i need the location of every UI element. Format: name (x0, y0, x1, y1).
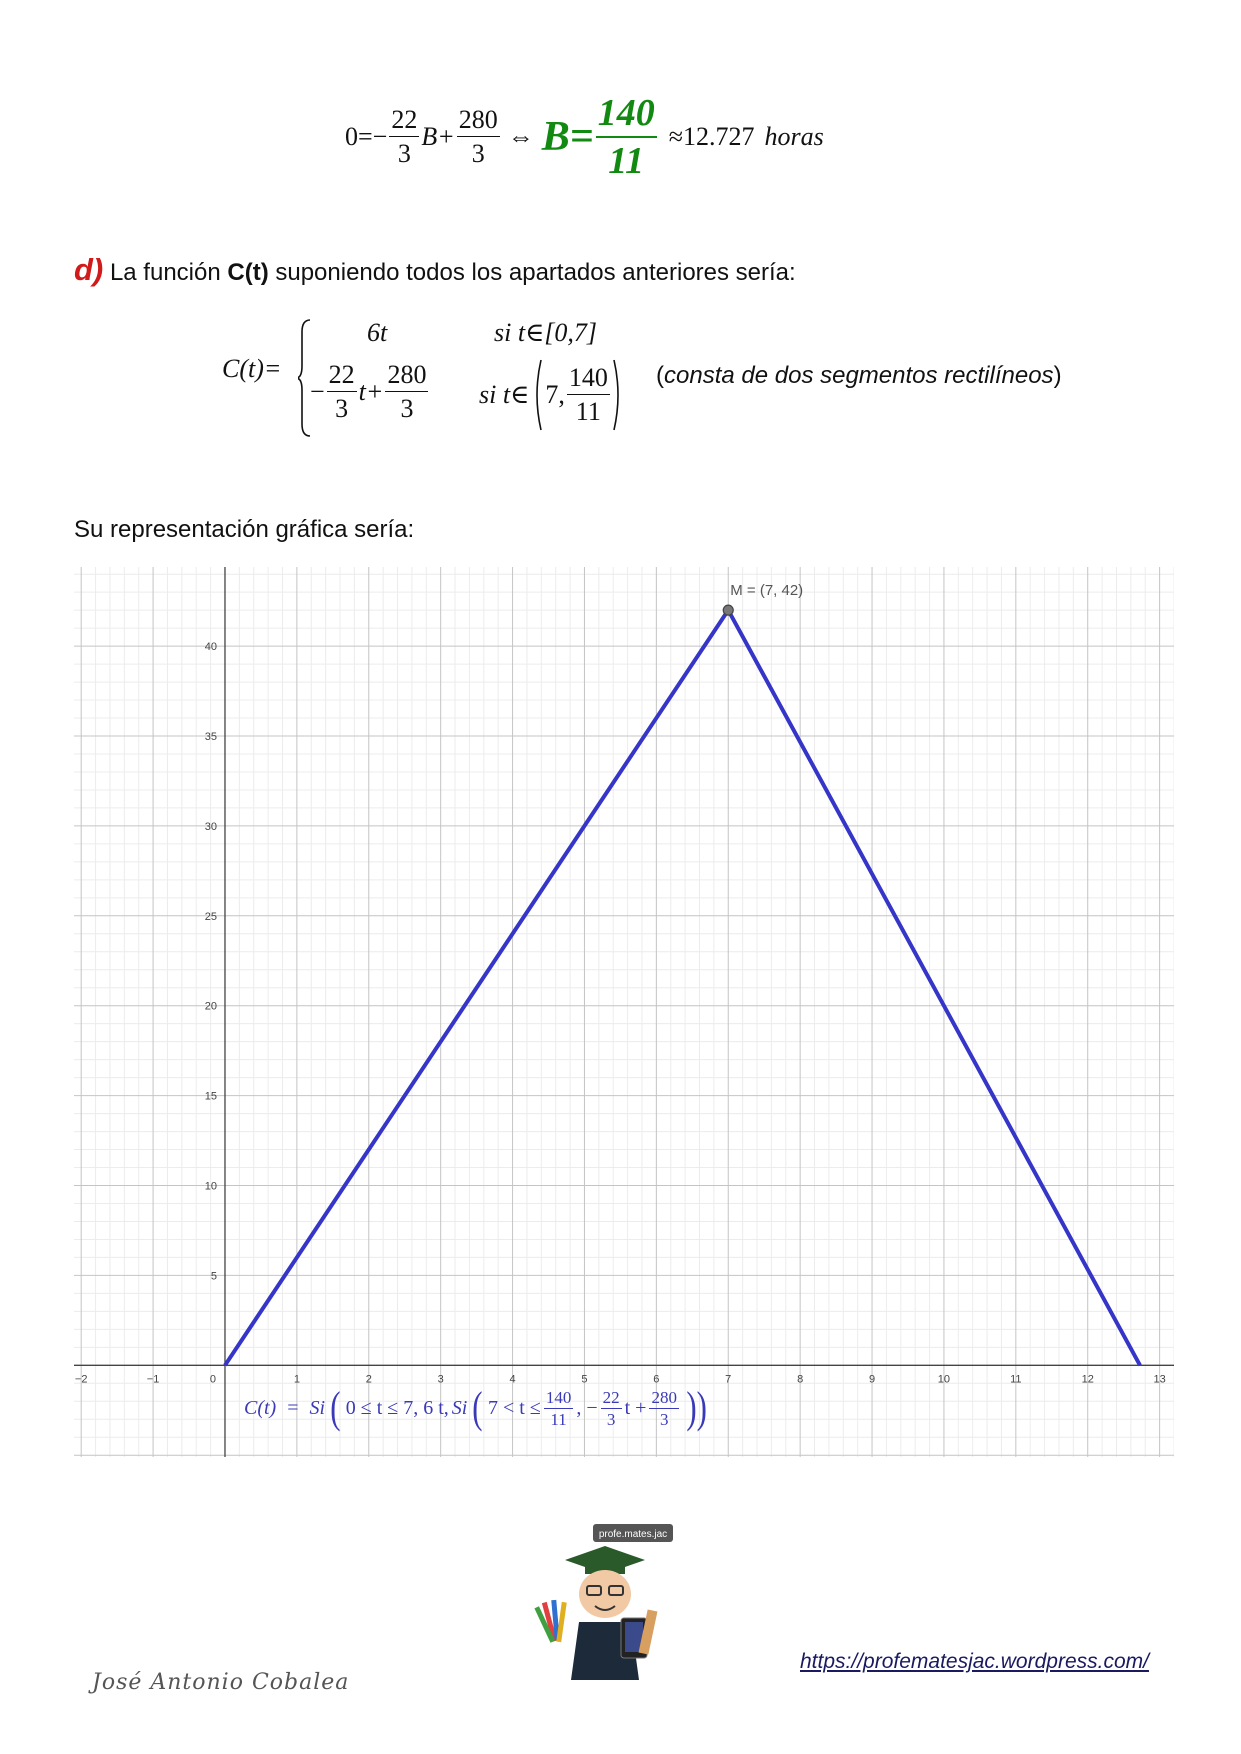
eq-result-fraction: $\frac{140}{11}$ (597, 92, 655, 182)
eq-var-b: B+ (421, 122, 455, 151)
eq-fraction-280-3: $\frac{280}{3}$ (458, 105, 498, 168)
x-tick-label: 3 (437, 1373, 444, 1386)
top-equation (345, 94, 824, 180)
x-tick-label: 5 (581, 1373, 588, 1386)
section-d-text-after: suponiendo todos los apartados anteriores sería: (275, 259, 796, 286)
blog-link[interactable]: https://profematesjac.wordpress.com/ (800, 1650, 1149, 1673)
graph-formula: C(t) = Si ( 0 ≤ t ≤ 7, 6 t, Si ( 7 < t ≤ $\frac{140}{11}$ , − $\frac{22}{3}$ t + $\frac{280}{3}$ )) (244, 1383, 707, 1432)
x-tick-label: 11 (1010, 1373, 1022, 1386)
piecewise-row2-cond: si t∈ 7, $\frac{140}{11}$ (479, 358, 624, 432)
section-d-text-before: La función (109, 259, 221, 286)
piecewise-fraction-280-3: $\frac{280}{3}$ (387, 360, 427, 423)
point-m (723, 605, 733, 615)
logo-tag-text: profe.mates.jac (598, 1529, 668, 1540)
y-tick-label: 30 (204, 820, 217, 833)
eq-iff: ⇔ (507, 122, 534, 151)
y-tick-label: 15 (204, 1090, 217, 1103)
x-tick-label: 12 (1081, 1373, 1094, 1386)
x-tick-label: 1 (293, 1373, 300, 1386)
section-d-label: d) (74, 252, 104, 287)
representation-label: Su representación gráfica sería: (74, 516, 415, 543)
eq-unit: horas (764, 122, 824, 151)
y-tick-label: 10 (204, 1180, 217, 1193)
author-signature: José Antonio Cobalea (92, 1670, 350, 1695)
eq-lhs: 0=− (345, 122, 388, 151)
y-tick-label: 35 (204, 731, 217, 744)
piecewise-fraction-140-11: $\frac{140}{11}$ (568, 363, 608, 426)
piecewise-fraction-22-3: $\frac{22}{3}$ (328, 360, 355, 423)
piecewise-note: (consta de dos segmentos rectilíneos) (656, 362, 1062, 389)
piecewise-lhs: C(t)= (222, 354, 282, 383)
x-tick-label: 7 (725, 1373, 732, 1386)
eq-approx: ≈12.727 (668, 122, 755, 151)
y-tick-label: 25 (204, 910, 217, 923)
section-d-heading (74, 252, 796, 288)
x-tick-label: 9 (868, 1373, 876, 1386)
y-tick-label: 40 (204, 641, 217, 654)
section-d-function-name: C(t) (227, 259, 269, 286)
x-tick-label: 6 (653, 1373, 660, 1386)
y-tick-label: 20 (204, 1000, 217, 1013)
profe-mates-avatar-logo (525, 1522, 675, 1682)
y-tick-label: 5 (210, 1270, 217, 1283)
eq-result-label: B= (541, 114, 594, 160)
piecewise-row1-cond: si t∈[0,7] (494, 318, 598, 347)
pencils-icon (534, 1600, 566, 1643)
x-tick-label: −2 (74, 1373, 88, 1386)
eq-fraction-22-3: $\frac{22}{3}$ (391, 105, 418, 168)
x-tick-label: −1 (146, 1373, 160, 1386)
x-tick-label: 0 (209, 1373, 217, 1386)
left-paren-icon (531, 358, 543, 432)
x-tick-label: 13 (1153, 1373, 1166, 1386)
right-paren-icon (612, 358, 624, 432)
piecewise-row1-expr: 6t (367, 318, 388, 347)
grid-minor (74, 567, 1174, 1457)
x-tick-label: 4 (509, 1373, 516, 1386)
piecewise-row2-expr: − $\frac{22}{3}$ t+ $\frac{280}{3}$ (310, 360, 427, 423)
point-m-label: M = (7, 42) (730, 582, 804, 600)
x-tick-label: 10 (937, 1373, 951, 1386)
x-tick-label: 8 (797, 1373, 804, 1386)
function-graph (74, 567, 1174, 1457)
x-tick-label: 2 (365, 1373, 372, 1386)
